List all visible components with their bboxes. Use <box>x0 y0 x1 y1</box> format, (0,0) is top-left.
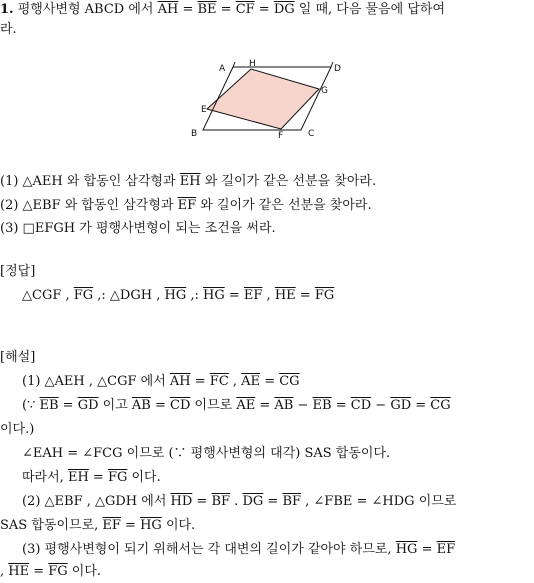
segment: $\overline{HG}$ <box>395 542 418 557</box>
label-d: D <box>334 64 341 74</box>
equals: = <box>58 398 78 413</box>
segment: $\overline{HG}$ <box>203 288 225 303</box>
equals: = <box>331 398 351 413</box>
segment: $\overline{CD}$ <box>170 398 191 413</box>
segment: $\overline{GD}$ <box>77 398 99 413</box>
question-text: 와 길이가 같은 선분을 찾아라. <box>200 174 377 189</box>
explanation-line-6 <box>22 493 456 511</box>
question-text: (3) □EFGH 가 평행사변형이 되는 조건을 써라. <box>0 221 276 236</box>
explanation-text: (3) 평행사변형이 되기 위해서는 각 대변의 길이가 같아야 하므로, <box>22 542 396 557</box>
problem-line-1 <box>0 1 445 19</box>
answer-line <box>22 287 334 305</box>
parallelogram-diagram <box>185 58 350 138</box>
explanation-text: (2) △EBF , △GDH 에서 <box>22 494 171 509</box>
segment: $\overline{HD}$ <box>170 494 193 509</box>
explanation-text: 이다. <box>161 518 196 533</box>
segment: $\overline{HG}$ <box>140 518 162 533</box>
answer-text: ,: △DGH , <box>93 288 165 303</box>
segment: $\overline{CG}$ <box>279 374 300 389</box>
question-text: (1) △AEH 와 합동인 삼각형과 <box>0 174 180 189</box>
question-text: (2) △EBF 와 합동인 삼각형과 <box>0 198 178 213</box>
label-b: B <box>191 129 198 138</box>
segment: $\overline{BF}$ <box>282 494 302 509</box>
explanation-line-3: 이다.) <box>0 422 35 437</box>
problem-text: 일 때, 다음 물음에 답하여 <box>294 2 446 17</box>
quadrilateral-efgh <box>207 69 319 129</box>
segment: $\overline{AH}$ <box>157 2 179 17</box>
segment: $\overline{AB}$ <box>274 398 294 413</box>
segment: $\overline{BF}$ <box>211 494 231 509</box>
explanation-text: 이므로 <box>190 398 237 413</box>
question-3 <box>0 220 276 238</box>
segment: $\overline{FC}$ <box>209 374 229 389</box>
explanation-text: . <box>230 494 243 509</box>
equals: = <box>216 2 236 17</box>
minus: − <box>293 398 313 413</box>
equals: = <box>295 288 315 303</box>
explanation-line-7 <box>0 517 195 535</box>
explanation-text: SAS 합동이므로, <box>0 518 103 533</box>
segment: $\overline{EH}$ <box>67 470 89 485</box>
explanation-title: [해설] <box>0 350 36 365</box>
explanation-line-9 <box>0 563 101 581</box>
label-a: A <box>219 64 226 74</box>
explanation-line-4: ∠EAH = ∠FCG 이므로 (∵ 평행사변형의 대각) SAS 합동이다. <box>22 446 391 461</box>
equals: = <box>411 398 431 413</box>
equals: = <box>263 494 283 509</box>
segment: $\overline{EF}$ <box>243 288 263 303</box>
equals: = <box>29 564 49 579</box>
explanation-line-5 <box>22 469 161 487</box>
answer-text: ,: <box>186 288 203 303</box>
equals: = <box>120 518 141 533</box>
extension-line <box>233 62 235 67</box>
segment: $\overline{FG}$ <box>73 288 94 303</box>
explanation-text: (∵ <box>22 398 40 413</box>
segment: $\overline{FG}$ <box>107 470 128 485</box>
explanation-line-1 <box>22 373 300 391</box>
equals: = <box>260 374 280 389</box>
explanation-line-2 <box>22 397 451 415</box>
equals: = <box>192 494 212 509</box>
segment: $\overline{BE}$ <box>197 2 217 17</box>
label-c: C <box>308 129 315 138</box>
label-g: G <box>321 86 328 96</box>
equals: = <box>417 542 437 557</box>
segment: $\overline{DG}$ <box>273 2 295 17</box>
segment: $\overline{AB}$ <box>131 398 151 413</box>
segment: $\overline{FG}$ <box>48 564 68 579</box>
equals: = <box>255 398 275 413</box>
problem-line-2 <box>0 21 17 39</box>
explanation-text: , ∠FBE = ∠HDG 이므로 <box>301 494 457 509</box>
segment: $\overline{CD}$ <box>350 398 372 413</box>
explanation-text: 이다. <box>67 564 102 579</box>
explanation-line-8 <box>22 541 455 559</box>
equals: = <box>178 2 198 17</box>
segment: $\overline{AE}$ <box>241 374 261 389</box>
segment: $\overline{HE}$ <box>274 288 296 303</box>
explanation-text: 이고 <box>98 398 132 413</box>
segment: $\overline{HE}$ <box>8 564 30 579</box>
problem-number: 1. <box>0 2 14 17</box>
segment: $\overline{EF}$ <box>436 542 456 557</box>
explanation-text: 따라서, <box>22 470 68 485</box>
segment: $\overline{EB}$ <box>312 398 332 413</box>
equals: = <box>254 2 274 17</box>
problem-text: 평행사변형 ABCD 에서 <box>17 2 158 17</box>
segment: $\overline{EH}$ <box>179 174 201 189</box>
label-f: F <box>278 131 284 138</box>
question-1 <box>0 173 376 191</box>
explanation-text: (1) △AEH , △CGF 에서 <box>22 374 170 389</box>
answer-text: , <box>262 288 275 303</box>
segment: $\overline{AH}$ <box>169 374 191 389</box>
segment: $\overline{EF}$ <box>177 198 197 213</box>
segment: $\overline{GD}$ <box>390 398 412 413</box>
equals: = <box>190 374 210 389</box>
segment: $\overline{EB}$ <box>39 398 59 413</box>
segment: $\overline{HG}$ <box>164 288 187 303</box>
minus: − <box>371 398 391 413</box>
explanation-text: 이다. <box>127 470 161 485</box>
question-text: 와 길이가 같은 선분을 찾아라. <box>196 198 372 213</box>
problem-text: 라. <box>0 22 17 37</box>
extension-line <box>331 62 333 67</box>
explanation-text: , <box>228 374 242 389</box>
segment: $\overline{EF}$ <box>102 518 121 533</box>
label-h: H <box>249 59 256 69</box>
equals: = <box>224 288 244 303</box>
segment: $\overline{DG}$ <box>242 494 264 509</box>
equals: = <box>150 398 171 413</box>
explanation-text: , <box>0 564 9 579</box>
answer-title: [정답] <box>0 264 36 279</box>
segment: $\overline{FG}$ <box>314 288 335 303</box>
segment: $\overline{AE}$ <box>236 398 256 413</box>
segment: $\overline{CF}$ <box>235 2 255 17</box>
question-2 <box>0 197 372 215</box>
answer-text: △CGF , <box>22 288 74 303</box>
label-e: E <box>201 105 207 115</box>
segment: $\overline{CG}$ <box>430 398 451 413</box>
equals: = <box>88 470 108 485</box>
